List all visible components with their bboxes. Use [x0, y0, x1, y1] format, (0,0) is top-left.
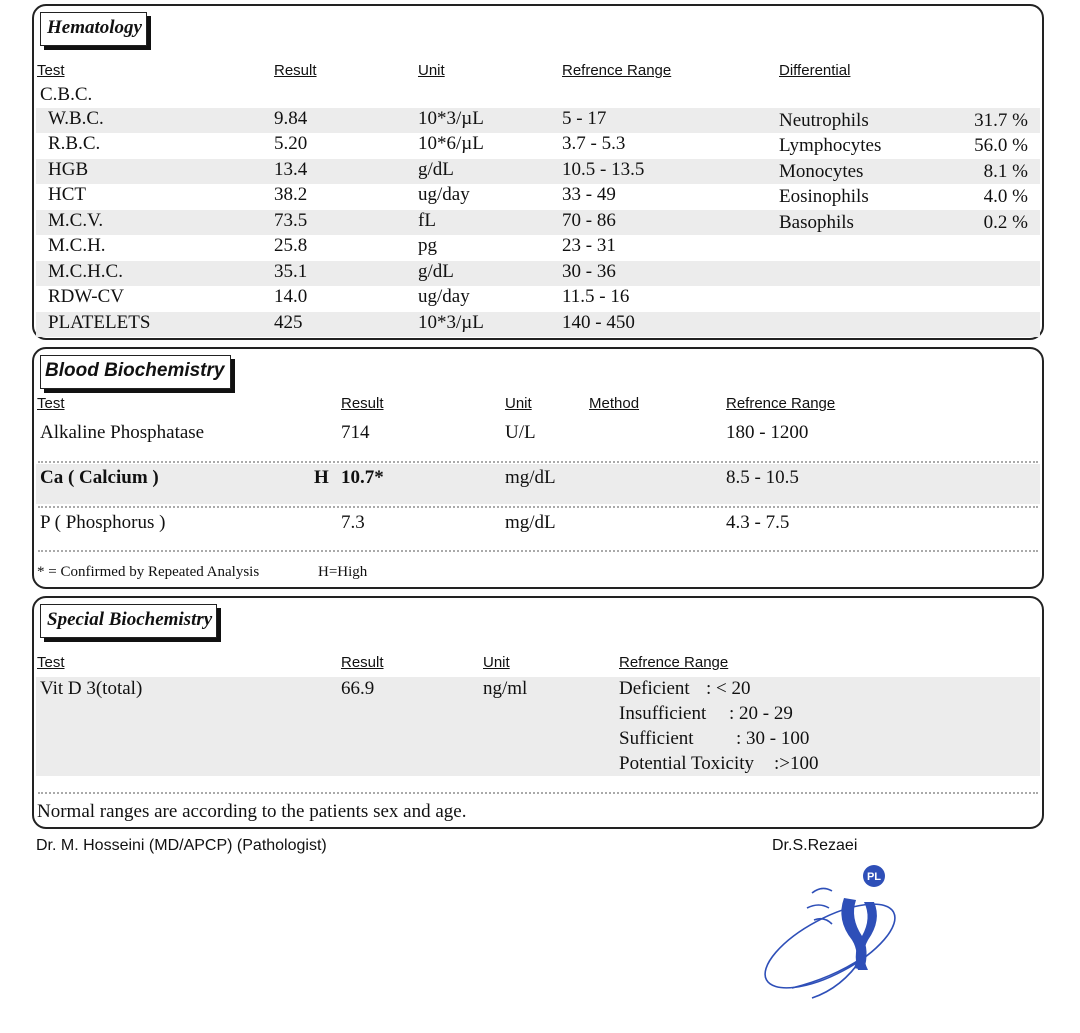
hematology-row-range: 140 - 450	[562, 312, 635, 333]
bio-header-method: Method	[589, 395, 640, 412]
range-value: : 20 - 29	[729, 703, 793, 724]
table-row-unit: mg/dL	[505, 512, 556, 533]
hematology-row-test: M.C.H.C.	[48, 261, 123, 282]
table-row-range: 4.3 - 7.5	[726, 512, 790, 533]
range-label: Potential Toxicity	[619, 753, 755, 774]
table-row-result: 7.3	[341, 512, 365, 533]
hematology-title: Hematology	[40, 12, 147, 46]
hematology-row-result: 5.20	[274, 133, 308, 154]
hematology-row-test: PLATELETS	[48, 312, 151, 333]
hematology-row-unit: 10*3/µL	[418, 312, 484, 333]
hematology-row-range: 10.5 - 13.5	[562, 159, 645, 180]
spec-header-unit: Unit	[483, 654, 510, 671]
differential-value: 8.1 %	[983, 161, 1028, 182]
table-row-range: 180 - 1200	[726, 422, 809, 443]
differential-name: Neutrophils	[779, 110, 869, 131]
hematology-row-unit: pg	[418, 235, 437, 256]
vitd-unit: ng/ml	[483, 678, 528, 699]
hematology-row-unit: g/dL	[418, 159, 454, 180]
hematology-row-result: 73.5	[274, 210, 308, 231]
stamp-badge: PL	[866, 871, 882, 883]
hematology-row-result: 13.4	[274, 159, 308, 180]
footnote-confirmed: * = Confirmed by Repeated Analysis	[37, 564, 260, 580]
hematology-row-unit: g/dL	[418, 261, 454, 282]
table-row-result: 714	[341, 422, 370, 443]
hematology-row-unit: ug/day	[418, 184, 470, 205]
hematology-row-range: 5 - 17	[562, 108, 607, 129]
range-value: : 30 - 100	[736, 728, 810, 749]
hematology-row-unit: 10*6/µL	[418, 133, 484, 154]
blood-biochemistry-panel	[32, 347, 1044, 589]
bio-header-result: Result	[341, 395, 384, 412]
blood-biochemistry-title: Blood Biochemistry	[40, 355, 231, 389]
special-biochemistry-title: Special Biochemistry	[40, 604, 217, 638]
hematology-row-result: 425	[274, 312, 303, 333]
vitd-test: Vit D 3(total)	[40, 678, 143, 699]
spec-header-test: Test	[37, 654, 65, 671]
hematology-row-result: 14.0	[274, 286, 308, 307]
range-value: :>100	[774, 753, 819, 774]
hematology-row-result: 25.8	[274, 235, 308, 256]
stamp-logo	[752, 858, 912, 1008]
footnote-high: H=High	[318, 564, 368, 580]
hematology-panel	[32, 4, 1044, 340]
hematology-row-result: 35.1	[274, 261, 308, 282]
hematology-row-range: 30 - 36	[562, 261, 616, 282]
hematology-row-test: M.C.V.	[48, 210, 104, 231]
normal-ranges-note: Normal ranges are according to the patients sex and age.	[37, 801, 467, 822]
hematology-row-unit: 10*3/µL	[418, 108, 484, 129]
differential-name: Monocytes	[779, 161, 864, 182]
differential-value: 4.0 %	[983, 186, 1028, 207]
second-signature: Dr.S.Rezaei	[772, 837, 858, 854]
differential-name: Eosinophils	[779, 186, 869, 207]
table-row-result: 10.7*	[341, 467, 384, 488]
bio-header-test: Test	[37, 395, 65, 412]
high-flag: H	[314, 467, 329, 488]
vitd-result: 66.9	[341, 678, 375, 699]
special-biochemistry-panel	[32, 596, 1044, 829]
table-row-test: P ( Phosphorus )	[40, 512, 166, 533]
hematology-row-range: 3.7 - 5.3	[562, 133, 626, 154]
range-value: : < 20	[706, 678, 751, 699]
cbc-group-label: C.B.C.	[40, 84, 93, 105]
table-row-test: Alkaline Phosphatase	[40, 422, 205, 443]
hematology-row-test: M.C.H.	[48, 235, 106, 256]
range-label: Insufficient	[619, 703, 707, 724]
differential-value: 0.2 %	[983, 212, 1028, 233]
hematology-row-test: W.B.C.	[48, 108, 104, 129]
hematology-row-test: HCT	[48, 184, 86, 205]
table-row-test: Ca ( Calcium )	[40, 467, 159, 488]
header-differential: Differential	[779, 62, 851, 79]
hematology-row-result: 9.84	[274, 108, 308, 129]
header-range: Refrence Range	[562, 62, 672, 79]
header-test: Test	[37, 62, 65, 79]
hematology-row-test: RDW-CV	[48, 286, 124, 307]
table-row-unit: U/L	[505, 422, 536, 443]
table-row-range: 8.5 - 10.5	[726, 467, 799, 488]
differential-name: Basophils	[779, 212, 854, 233]
differential-value: 31.7 %	[974, 110, 1028, 131]
hematology-row-unit: fL	[418, 210, 436, 231]
bio-header-range: Refrence Range	[726, 395, 836, 412]
hematology-row-range: 11.5 - 16	[562, 286, 630, 307]
spec-header-result: Result	[341, 654, 384, 671]
differential-name: Lymphocytes	[779, 135, 882, 156]
bio-header-unit: Unit	[505, 395, 532, 412]
pathologist-signature: Dr. M. Hosseini (MD/APCP) (Pathologist)	[36, 837, 327, 854]
hematology-row-unit: ug/day	[418, 286, 470, 307]
hematology-row-range: 33 - 49	[562, 184, 616, 205]
hematology-row-test: HGB	[48, 159, 89, 180]
differential-value: 56.0 %	[974, 135, 1028, 156]
range-label: Deficient	[619, 678, 690, 699]
header-result: Result	[274, 62, 317, 79]
range-label: Sufficient	[619, 728, 694, 749]
hematology-row-range: 23 - 31	[562, 235, 616, 256]
hematology-row-range: 70 - 86	[562, 210, 616, 231]
header-unit: Unit	[418, 62, 445, 79]
spec-header-range: Refrence Range	[619, 654, 729, 671]
hematology-row-result: 38.2	[274, 184, 308, 205]
table-row-unit: mg/dL	[505, 467, 556, 488]
hematology-row-test: R.B.C.	[48, 133, 101, 154]
